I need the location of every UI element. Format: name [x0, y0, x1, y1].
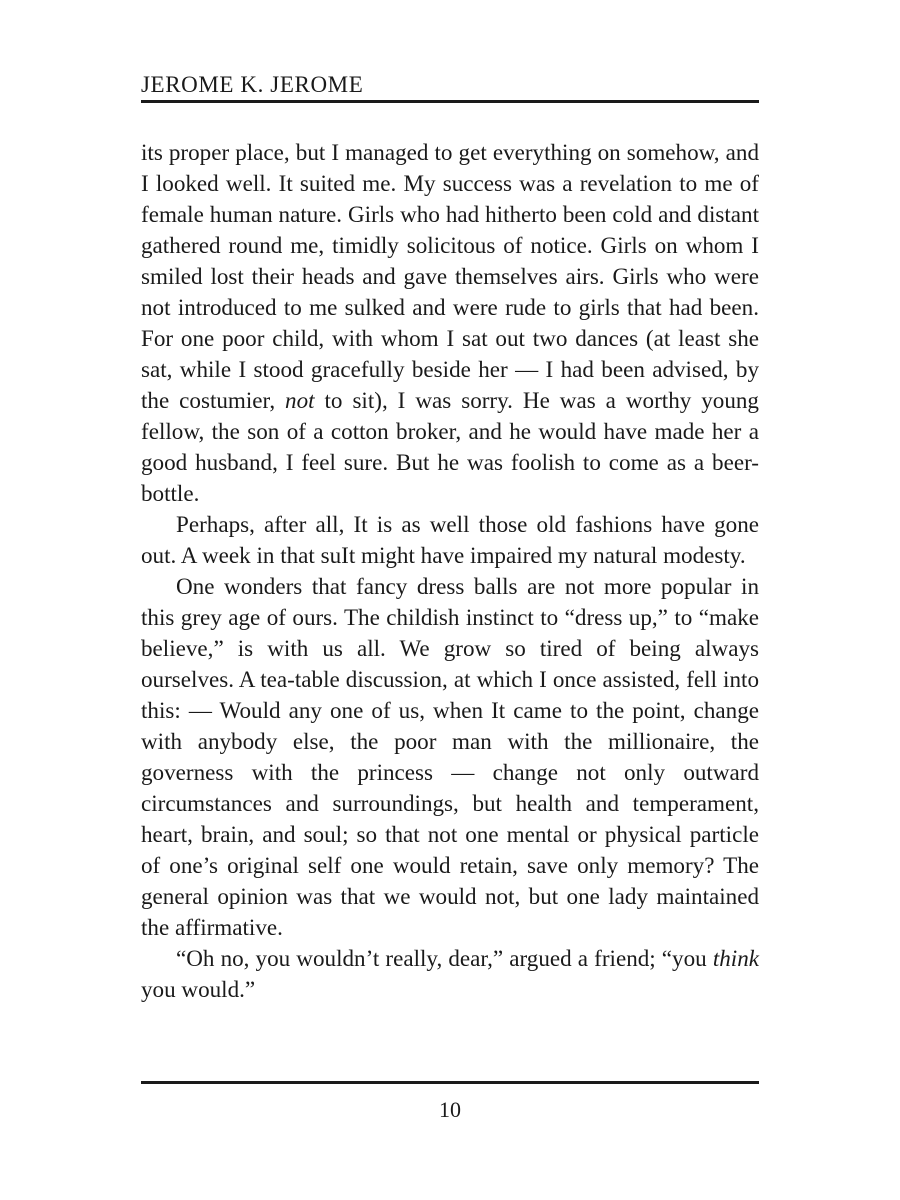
text-run: its proper place, but I managed to get everything on somehow, and I looked well. It suited me. My success was a revelation to me of female human nature. Girls who had hitherto been cold and distant gathered round me, timidly solicitous of notice. Girls on whom I smiled lost their heads and gave themselves airs. Girls who were not introduced to me sulked and were rude to girls that had been. For one poor child, with whom I sat out two dances (at least she sat, while I stood gracefully beside her — I had been advised, by the costumier, — [141, 139, 759, 413]
text-run: you would.” — [141, 976, 256, 1002]
text-run: Perhaps, after all, It is as well those old fashions have gone out. A week in that suIt might have impaired my natural modesty. — [141, 511, 759, 568]
text-run: to sit), I was sorry. He was a worthy young fellow, the son of a cotton broker, and he would have made her a good husband, I feel sure. But he was foolish to come as a beer-bottle. — [141, 387, 759, 506]
italic-run: think — [712, 945, 759, 971]
paragraph — [141, 509, 759, 571]
footer-rule — [141, 1081, 759, 1084]
text-run: “Oh no, you wouldn’t really, dear,” argued a friend; “you — [176, 945, 713, 971]
italic-run: not — [285, 387, 315, 413]
paragraph — [141, 571, 759, 943]
text-run: One wonders that fancy dress balls are not more popular in this grey age of ours. The childish instinct to “dress up,” to “make believe,” is with us all. We grow so tired of being always ourselves. A tea-table discussion, at which I once assisted, fell into this: — Would any one of us, when It came to the point, change with anybody else, the poor man with the millionaire, the governess with the princess — change not only outward circumstances and surroundings, but health and temperament, heart, brain, and soul; so that not one mental or physical particle of one’s original self one would retain, save only memory? The general opinion was that we would not, but one lady maintained the affirmative. — [141, 573, 759, 940]
body-text — [141, 137, 759, 1005]
paragraph — [141, 943, 759, 1005]
header-rule — [141, 100, 759, 103]
running-header: JEROME K. JEROME — [141, 72, 364, 97]
paragraph — [141, 137, 759, 509]
page-number: 10 — [439, 1097, 461, 1122]
